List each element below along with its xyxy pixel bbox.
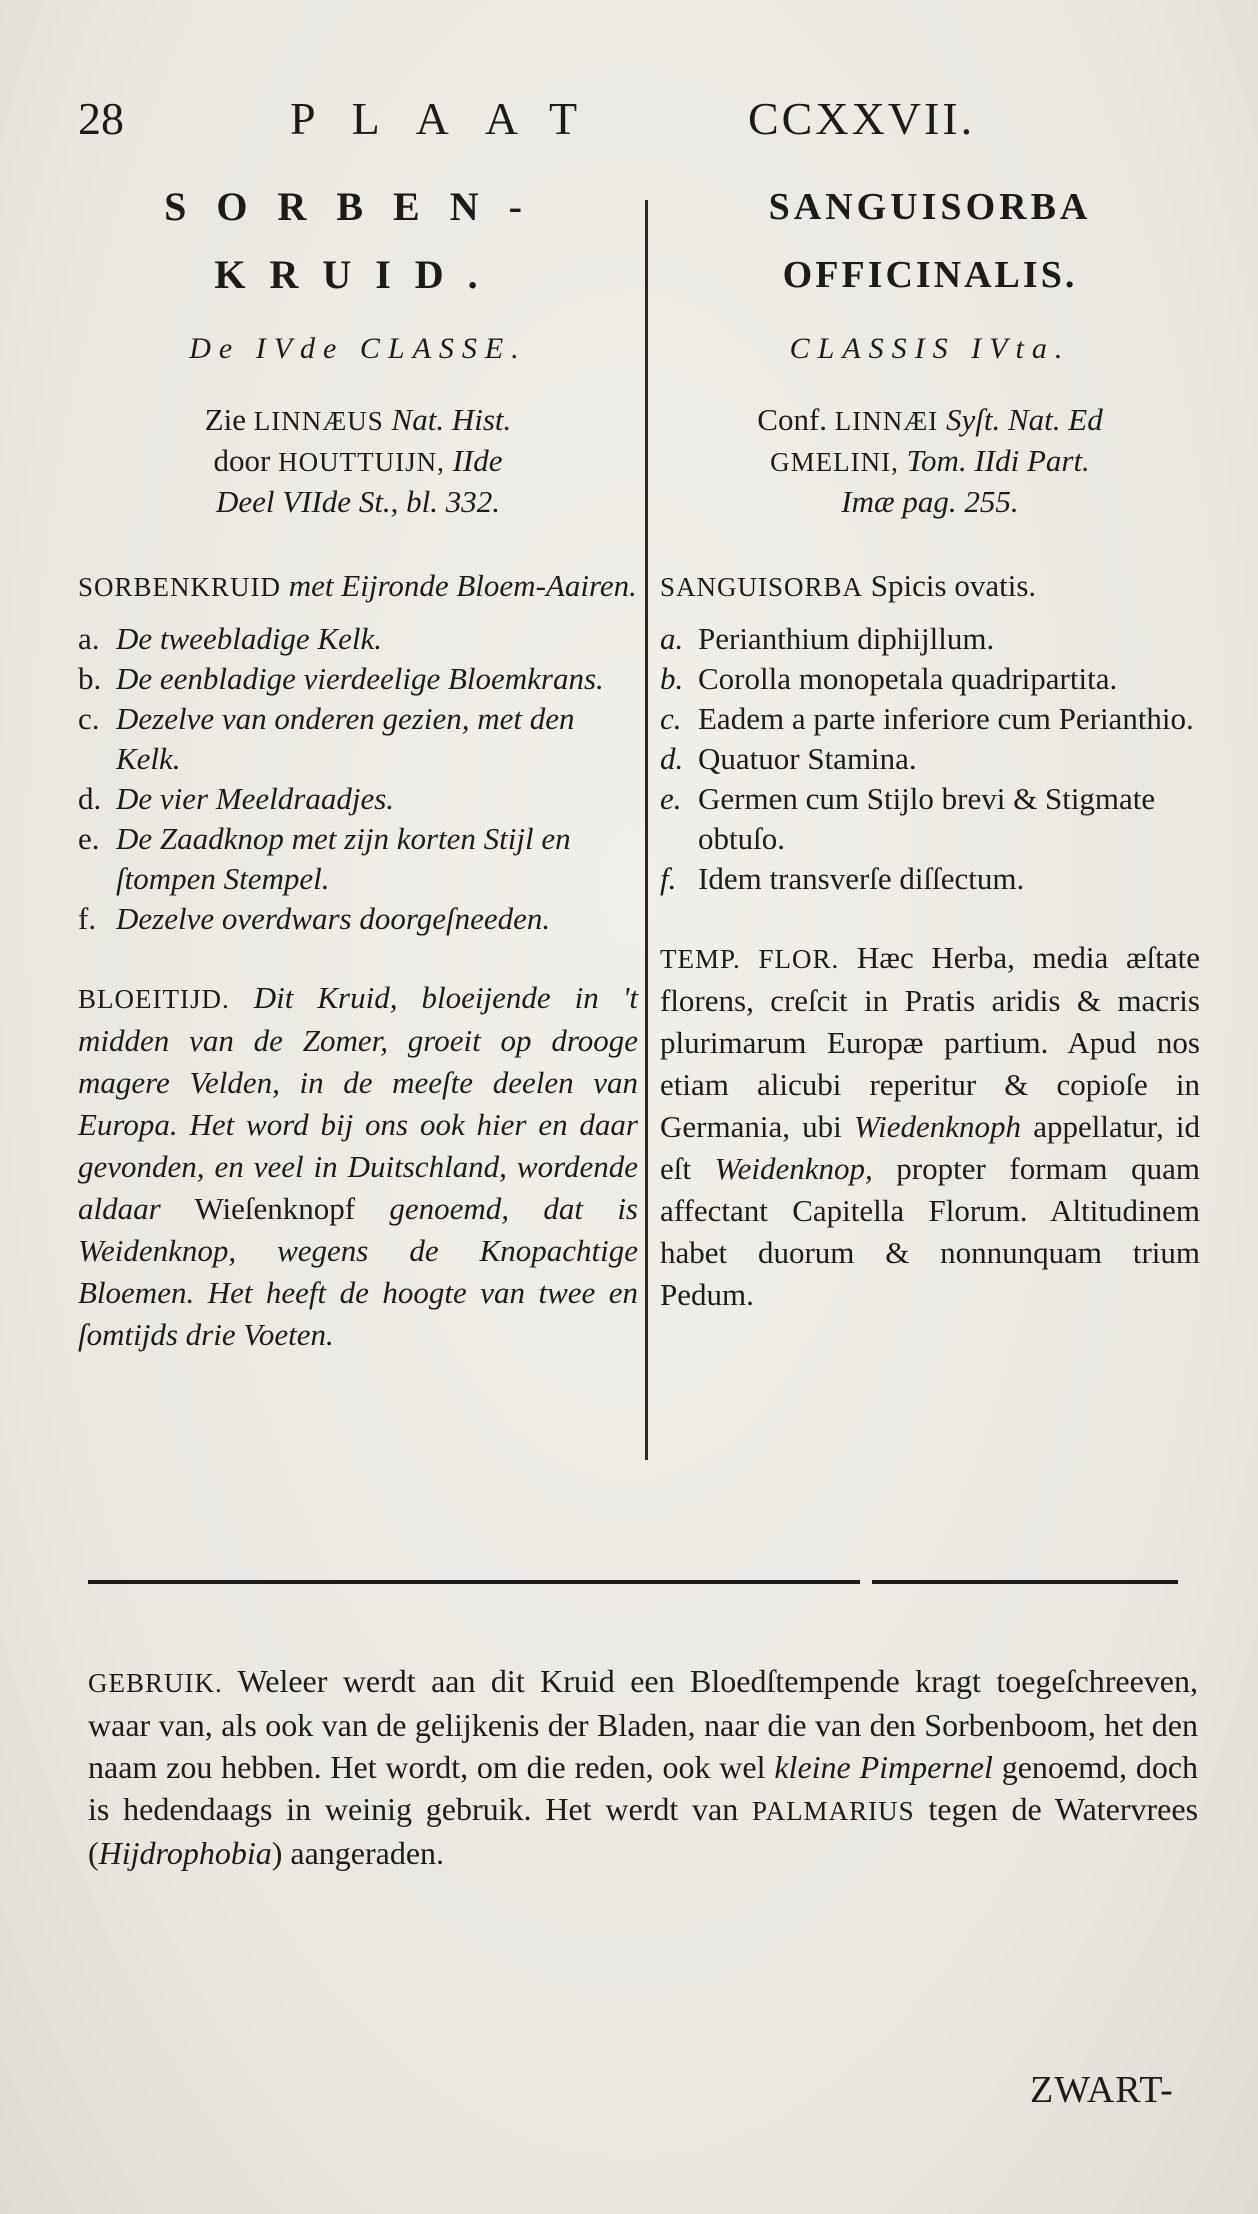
dutch-plate-description: SORBENKRUID met Eijronde Bloem-Aairen. [78, 568, 637, 603]
list-item: f. Dezelve overdwars doorgeſneeden. [78, 901, 551, 936]
list-item: c. Dezelve van onderen gezien, met den Kelk. [78, 701, 575, 776]
column-divider [645, 200, 648, 1460]
dutch-figure-list [78, 619, 638, 939]
dutch-column [78, 178, 638, 1356]
latin-flowering-paragraph: TEMP. FLOR. Hæc Herba, media æſtate florens, creſcit in Pratis aridis & macris plurimarum Europæ partium. Apud nos etiam alicubi reperitur & copioſe in Germania, ubi Wiedenknoph appellatur, id eſt Weidenknop, propter formam quam affectant Capitella Florum. Altitudinem habet duorum & nonnunquam trium Pedum. [660, 940, 1201, 1312]
plate-number: CCXXVII. [748, 93, 976, 144]
dutch-flowering-paragraph: BLOEITIJD. Dit Kruid, bloeijende in 't midden van de Zomer, groeit op drooge magere Velden, in de meeſte deelen van Europa. Het word bij ons ook hier en daar gevonden, en veel in Duitschland, wordende aldaar Wieſenknopf genoemd, dat is Weidenknop, wegens de Knopachtige Bloemen. Het heeft de hoogte van twee en ſomtijds drie Voeten. [78, 980, 638, 1352]
catchword: ZWART- [1030, 2069, 1174, 2111]
latin-class: CLASSIS IVta. [789, 332, 1071, 365]
dutch-class: De IVde CLASSE. [189, 332, 527, 365]
dutch-title-line-1: SORBEN- [164, 184, 552, 229]
latin-plate-description: SANGUISORBA Spicis ovatis. [660, 568, 1037, 603]
list-item: e. Germen cum Stijlo brevi & Stigmate obtuſo. [660, 781, 1156, 856]
list-item: a. De tweebladige Kelk. [78, 621, 382, 656]
dutch-reference: Zie LINNÆUS Nat. Hist. door HOUTTUIJN, IIde Deel VIIde St., bl. 332. [204, 402, 512, 519]
list-item: e. De Zaadknop met zijn korten Stijl en ſtompen Stempel. [78, 821, 571, 896]
list-item: d. De vier Meeldraadjes. [78, 781, 395, 816]
section-rule [88, 1580, 860, 1584]
latin-column [660, 178, 1200, 1316]
latin-title-line-2: OFFICINALIS. [782, 254, 1078, 296]
latin-figure-list [660, 619, 1200, 899]
page-number: 28 [78, 93, 124, 144]
section-rule [872, 1580, 1178, 1584]
list-item: b. De eenbladige vierdeelige Bloemkrans. [78, 661, 604, 696]
plate-heading: PLAAT [290, 93, 614, 144]
usage-paragraph: GEBRUIK. Weleer werdt aan dit Kruid een Bloedſtempende kragt toegeſchreeven, waar van, als ook van de gelijkenis der Bladen, naar die van den Sorbenboom, het den naam zou hebben. Het wordt, om die reden, ook wel kleine Pimpernel genoemd, doch is hedendaags in weinig gebruik. Het werdt van PALMARIUS tegen de Watervrees (Hijdrophobia) aangeraden. [88, 1663, 1199, 1871]
dutch-title-line-2: KRUID. [214, 252, 502, 297]
list-item: a. Perianthium diphijllum. [660, 621, 995, 656]
latin-reference: Conf. LINNÆI Syſt. Nat. Ed GMELINI, Tom. IIdi Part. Imæ pag. 255. [757, 402, 1103, 519]
list-item: b. Corolla monopetala quadripartita. [660, 661, 1118, 696]
list-item: c. Eadem a parte inferiore cum Perianthio. [660, 701, 1194, 736]
page-header [78, 92, 1088, 162]
list-item: d. Quatuor Stamina. [660, 741, 917, 776]
latin-title-line-1: SANGUISORBA [768, 186, 1092, 228]
list-item: f. Idem transverſe diſſectum. [660, 861, 1025, 896]
